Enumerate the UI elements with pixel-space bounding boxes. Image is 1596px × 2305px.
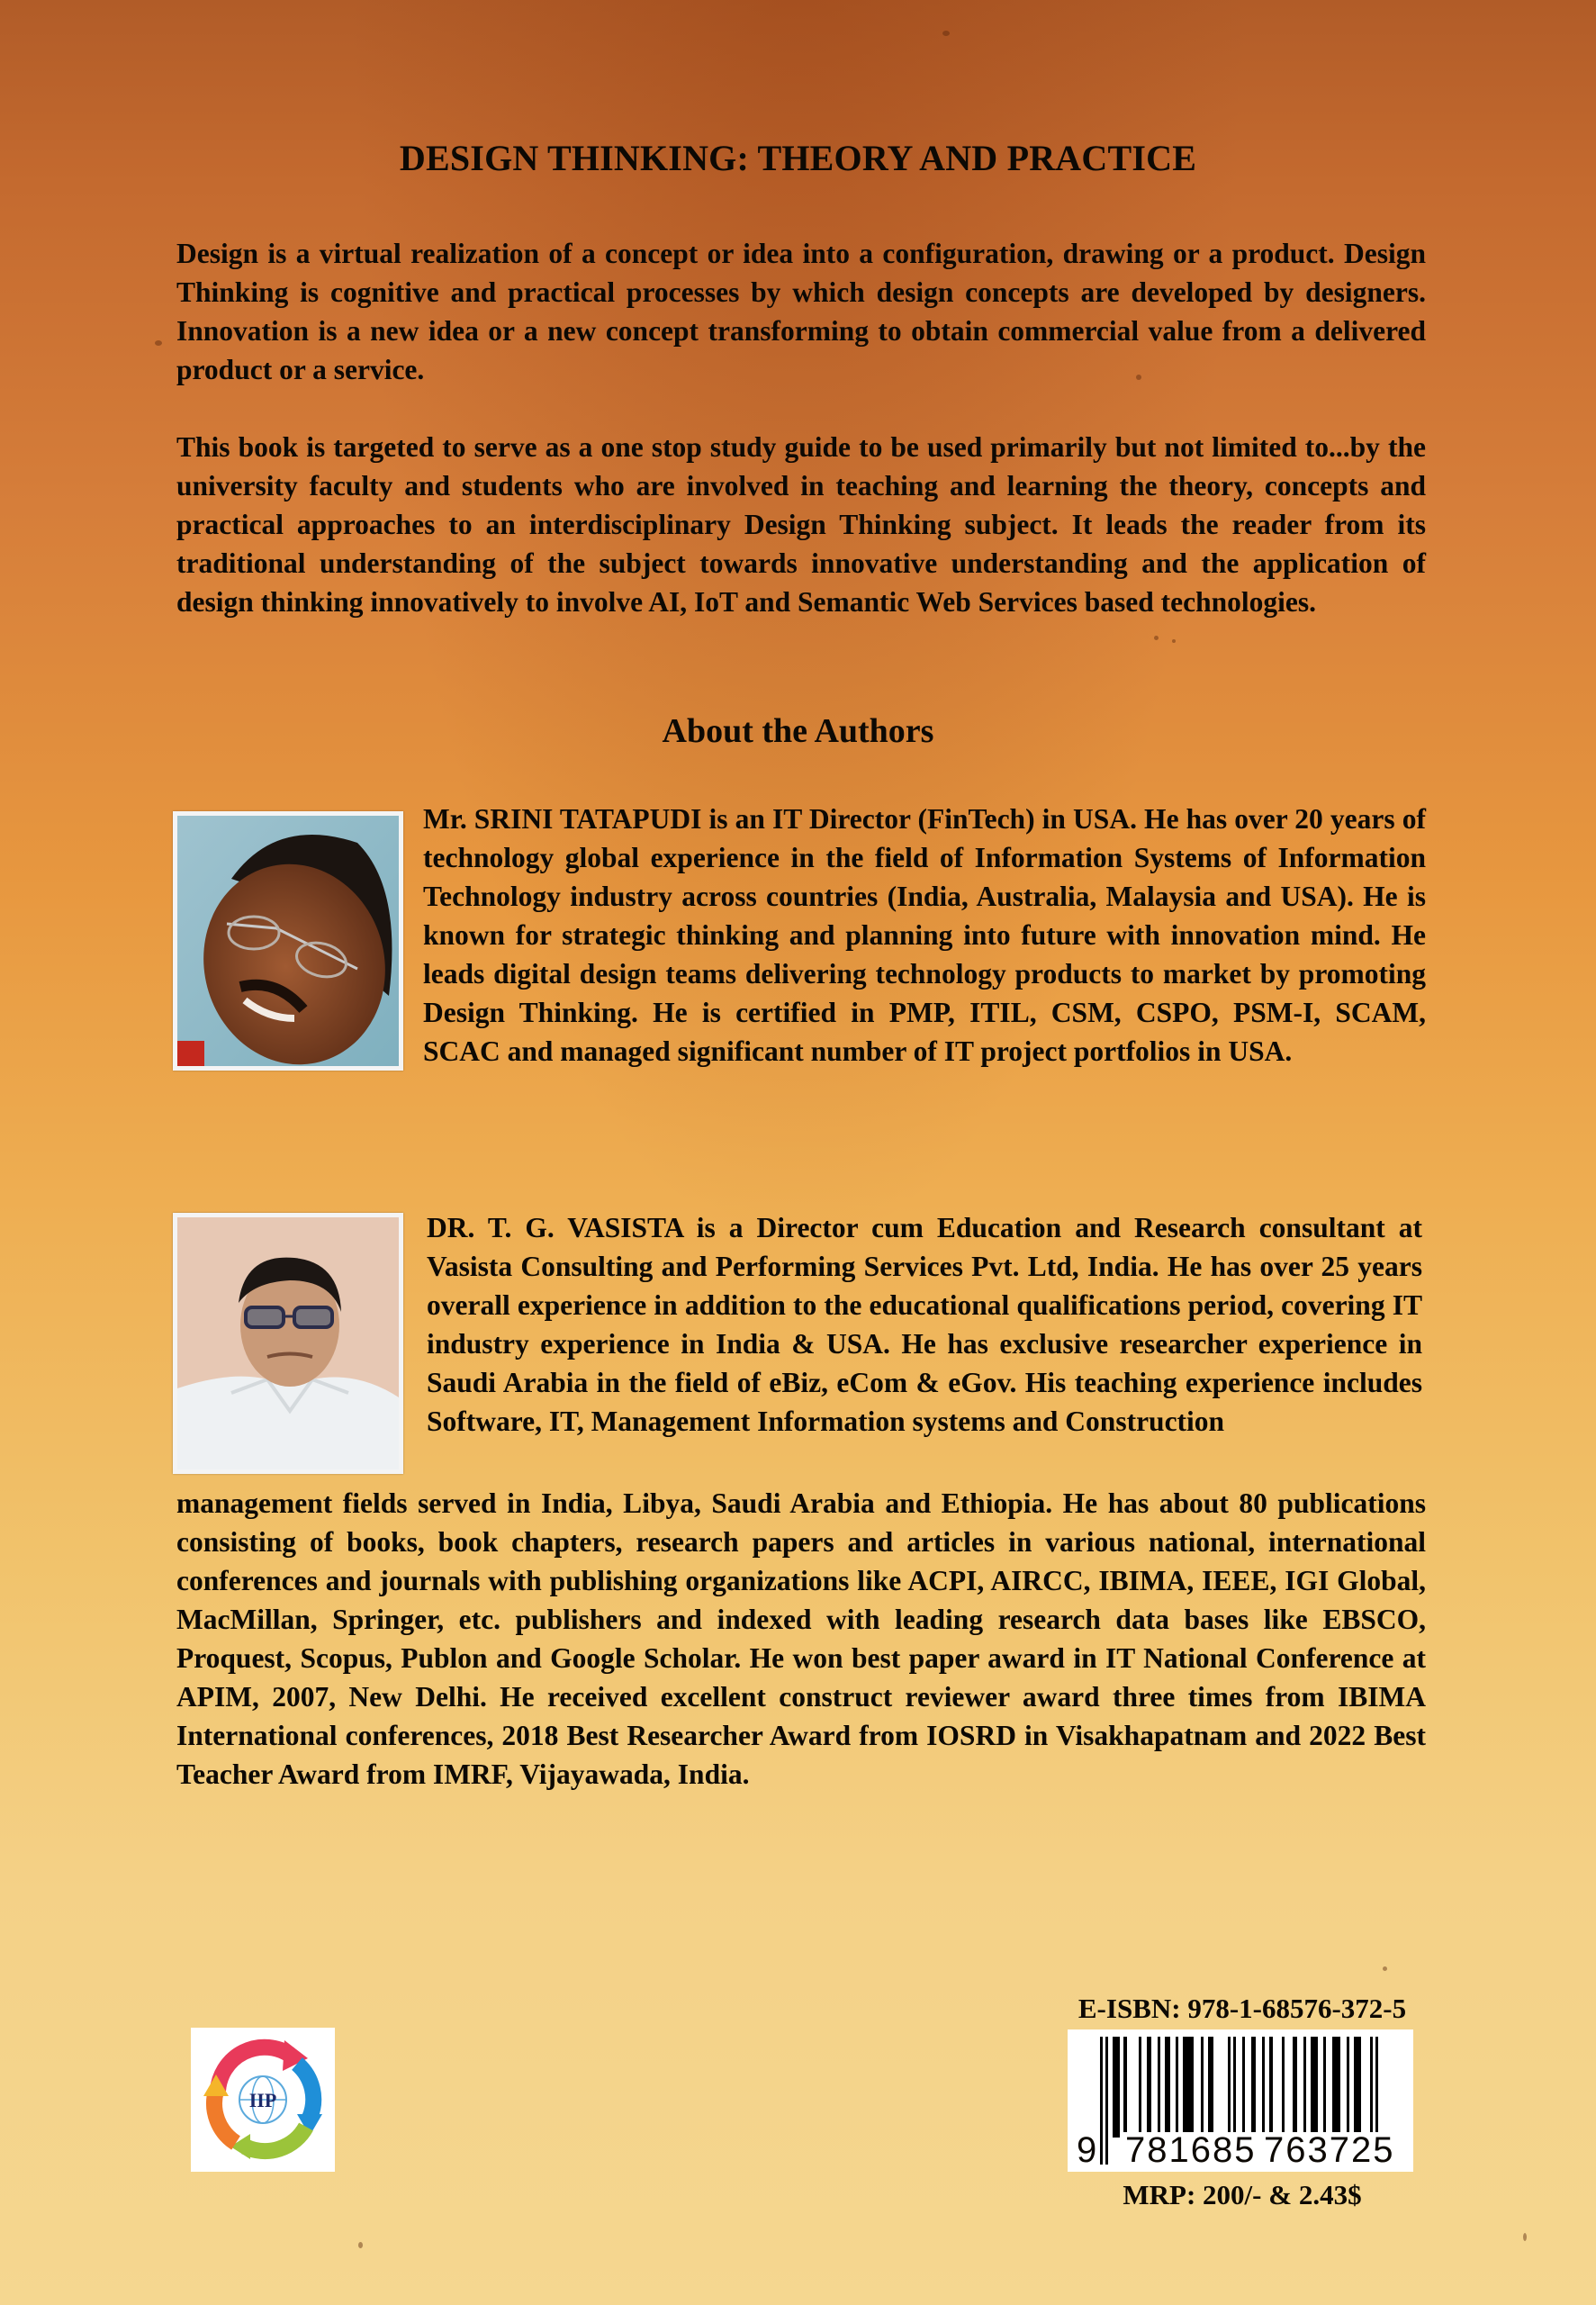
description-paragraph-1: Design is a virtual realization of a concept or idea into a configuration, drawing or a product. Design Thinking is cognitive and practical processes by which design concepts are developed by designers. Innovation is a new idea or a new concept transforming to obtain commercial value from a delivered product or a service. [176,238,1426,385]
price-label: MRP: 200/- & 2.43$ [1123,2179,1362,2210]
publisher-logo [191,2028,335,2172]
author-bio-tg-vasista-part-2: management fields served in India, Libya, Saudi Arabia and Ethiopia. He has about 80 publications consisting of books, book chapters, research papers and articles in various national, international conferences and journals with publishing organizations like ACPI, AIRCC, IBIMA, IEEE, IGI Global, MacMillan, Springer, etc. publishers and indexed with leading research data bases like EBSCO, Proquest, Scopus, Publon and Google Scholar. He won best paper award in IT National Conference at APIM, 2007, New Delhi. He received excellent construct reviewer award three times from IBIMA International conferences, 2018 Best Researcher Award from IOSRD in Visakhapatnam and 2022 Best Teacher Award from IMRF, Vijayawada, India. [176,1487,1426,1790]
portrait-icon [177,1217,399,1469]
iip-logo-icon [191,2028,335,2172]
barcode-left-group: 781685 [1122,2132,1259,2168]
description-paragraph-2: This book is targeted to serve as a one stop study guide to be used primarily but not limited to...by the university faculty and students who are involved in teaching and learning the theory, concepts and practical approaches to an interdisciplinary Design Thinking subject. It leads the reader from its traditional understanding of the subject towards innovative understanding and the application of design thinking innovatively to involve AI, IoT and Semantic Web Services based technologies. [176,431,1426,618]
author-photo-srini-tatapudi [173,811,403,1071]
isbn-label: E-ISBN: 978-1-68576-372-5 [1078,1993,1407,2024]
barcode-right-group: 763725 [1260,2132,1398,2168]
book-title: DESIGN THINKING: THEORY AND PRACTICE [399,138,1197,178]
about-authors-heading: About the Authors [662,712,934,750]
author-bio-srini-tatapudi: Mr. SRINI TATAPUDI is an IT Director (FinTech) in USA. He has over 20 years of technology global experience in the field of Information Systems of Information Technology industry across countries (India, Australia, Malaysia and USA). He is known for strategic thinking and planning into future with innovation mind. He leads digital design teams delivering technology products to market by promoting Design Thinking. He is certified in PMP, ITIL, CSM, CSPO, PSM-I, SCAM, SCAC and managed significant number of IT project portfolios in USA. [423,803,1426,1067]
portrait-icon [177,816,399,1066]
author-photo-tg-vasista [173,1213,403,1474]
author-bio-tg-vasista-part-1: DR. T. G. VASISTA is a Director cum Education and Research consultant at Vasista Consulting and Performing Services Pvt. Ltd, India. He has over 25 years overall experience in addition to the educational qualifications period, covering IT industry experience in India & USA. He has exclusive researcher experience in Saudi Arabia in the field of eBiz, eCom & eGov. His teaching experience includes Software, IT, Management Information systems and Construction [427,1212,1422,1437]
svg-text:IIP: IIP [248,2089,277,2111]
barcode-lead-digit: 9 [1077,2130,1097,2170]
barcode [1068,2029,1413,2172]
